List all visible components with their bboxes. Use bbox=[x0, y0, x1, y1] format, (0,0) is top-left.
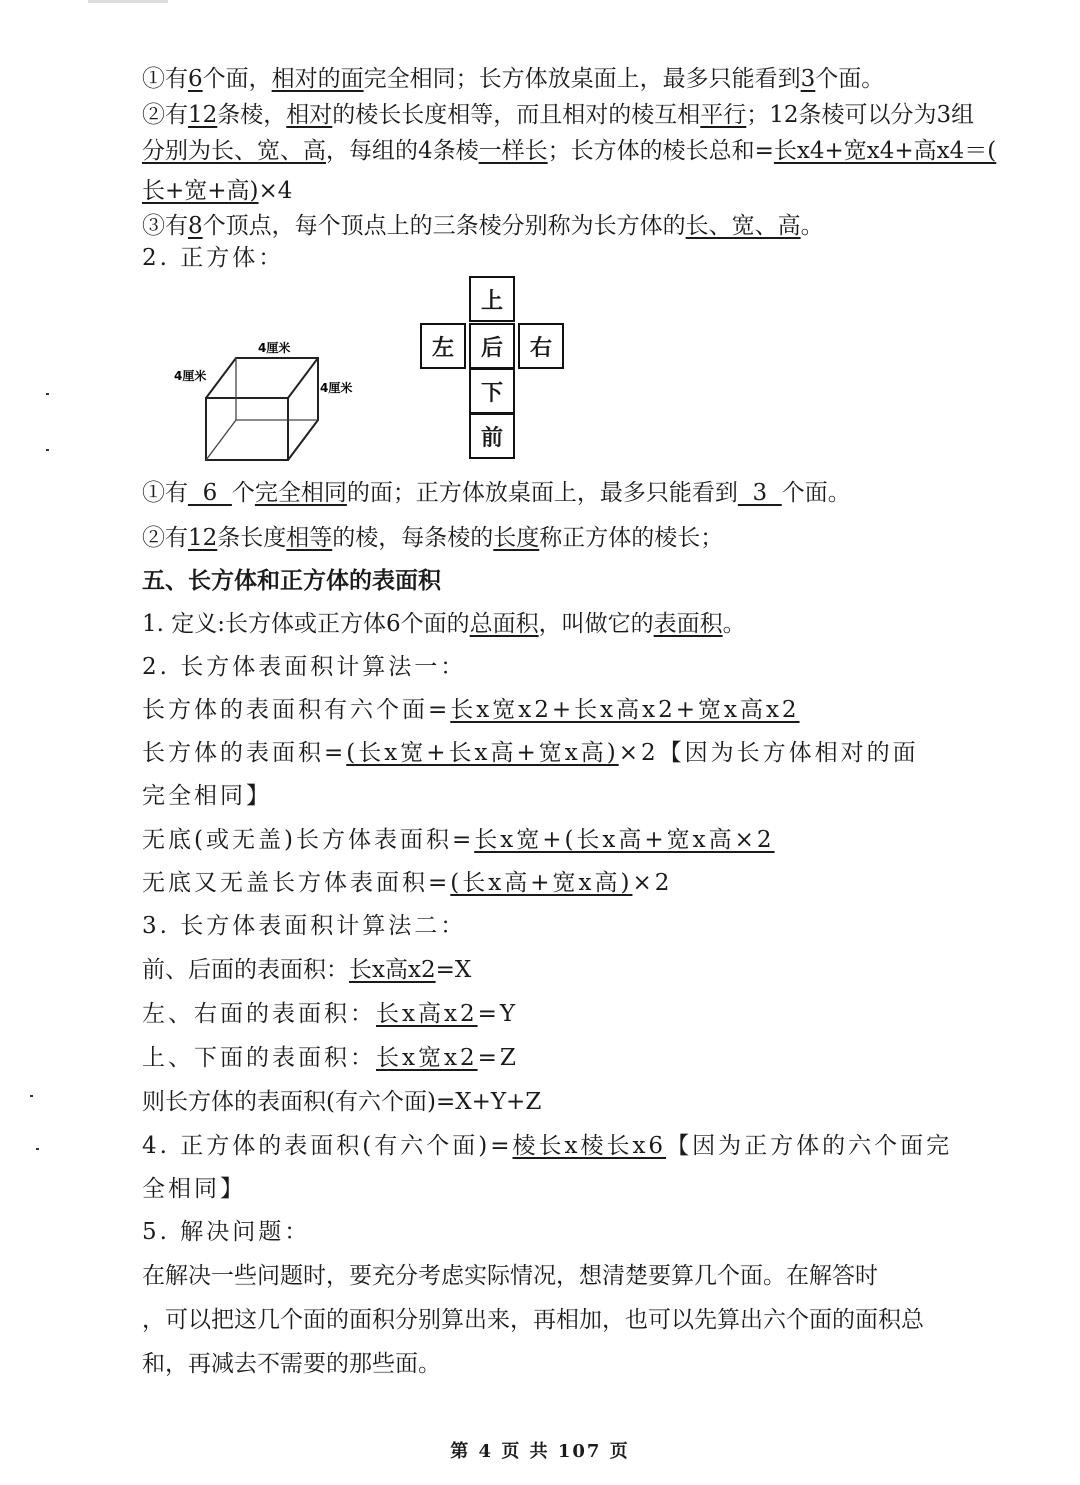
cube-front-face bbox=[206, 398, 288, 460]
method2-line-1: 前、后面的表面积：长x高x2=X bbox=[142, 957, 472, 983]
cube-figure bbox=[170, 330, 370, 470]
solve-line-2: ，可以把这几个面的面积分别算出来，再相加，也可以先算出六个面的面积总 bbox=[142, 1307, 924, 1333]
method1-line-5: 无底又无盖长方体表面积=(长x高+宽x高)×2 bbox=[142, 870, 673, 896]
solve-line-3: 和，再减去不需要的那些面。 bbox=[142, 1351, 441, 1377]
net-face-top: 上 bbox=[469, 276, 515, 322]
method1-line-1: 长方体的表面积有六个面=长x宽x2+长x高x2+宽x高x2 bbox=[142, 697, 800, 723]
cuboid-line-1: ①有6个面，相对的面完全相同；长方体放桌面上，最多只能看到3个面。 bbox=[142, 66, 885, 92]
net-face-below: 下 bbox=[469, 368, 515, 414]
cube-back-edges bbox=[206, 358, 318, 460]
definition-line: 1. 定义:长方体或正方体6个面的总面积，叫做它的表面积。 bbox=[142, 611, 746, 637]
section-title: 五、长方体和正方体的表面积 bbox=[142, 568, 441, 594]
method2-line-2: 左、右面的表面积：长x高x2=Y bbox=[142, 1001, 519, 1027]
cube-area-line-2: 全相同】 bbox=[142, 1176, 246, 1202]
solve-heading: 5. 解决问题： bbox=[142, 1219, 311, 1245]
net-face-right: 右 bbox=[518, 323, 564, 369]
cube-line-2: ②有12条长度相等的棱，每条棱的长度称正方体的棱长； bbox=[142, 525, 724, 551]
margin-speck bbox=[30, 1095, 33, 1097]
cube-label-top: 4厘米 bbox=[258, 341, 291, 355]
margin-speck bbox=[36, 1148, 39, 1150]
cube-label-left: 4厘米 bbox=[174, 369, 207, 383]
net-face-center: 后 bbox=[469, 323, 515, 369]
scan-mark bbox=[88, 0, 168, 3]
cuboid-line-2: ②有12条棱，相对的棱长长度相等，而且相对的棱互相平行；12条棱可以分为3组 bbox=[142, 102, 975, 128]
cuboid-line-4: 长+宽+高)×4 bbox=[142, 178, 293, 204]
cube-area-line-1: 4. 正方体的表面积(有六个面)=棱长x棱长x6【因为正方体的六个面完 bbox=[142, 1133, 953, 1159]
method2-heading: 3. 长方体表面积计算法二： bbox=[142, 913, 467, 939]
method1-line-2: 长方体的表面积=(长x宽+长x高+宽x高)×2【因为长方体相对的面 bbox=[142, 740, 919, 766]
cuboid-line-5: ③有8个顶点，每个顶点上的三条棱分别称为长方体的长、宽、高。 bbox=[142, 213, 824, 239]
cube-hidden-edge-d bbox=[206, 420, 236, 460]
solve-line-1: 在解决一些问题时，要充分考虑实际情况，想清楚要算几个面。在解答时 bbox=[142, 1263, 878, 1289]
cube-heading: 2. 正方体： bbox=[142, 245, 285, 271]
page-footer: 第 4 页 共 107 页 bbox=[450, 1441, 630, 1462]
margin-speck bbox=[46, 393, 49, 395]
method1-line-4: 无底(或无盖)长方体表面积=长x宽+(长x高+宽x高×2 bbox=[142, 827, 775, 853]
cube-label-right: 4厘米 bbox=[320, 381, 353, 395]
cube-line-1: ①有 6 个完全相同的面；正方体放桌面上，最多只能看到 3 个面。 bbox=[142, 480, 851, 506]
cuboid-line-3: 分别为长、宽、高，每组的4条棱一样长；长方体的棱长总和=长x4+宽x4+高x4＝( bbox=[142, 138, 997, 164]
net-face-left: 左 bbox=[420, 323, 466, 369]
net-face-bottom: 前 bbox=[469, 413, 515, 459]
cube-top-edge bbox=[288, 358, 318, 398]
method1-line-3: 完全相同】 bbox=[142, 783, 272, 809]
method2-line-3: 上、下面的表面积：长x宽x2=Z bbox=[142, 1045, 519, 1071]
method2-line-4: 则长方体的表面积(有六个面)=X+Y+Z bbox=[142, 1089, 542, 1115]
method1-heading: 2. 长方体表面积计算法一： bbox=[142, 654, 467, 680]
margin-speck bbox=[46, 449, 49, 451]
